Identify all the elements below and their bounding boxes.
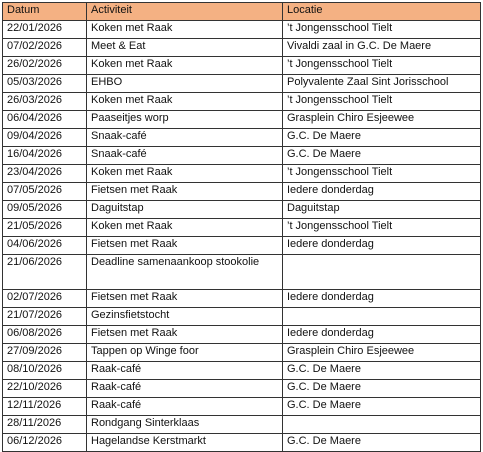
cell-date: 09/05/2026	[3, 201, 87, 219]
table-row	[3, 219, 481, 237]
cell-location: G.C. De Maere	[283, 129, 481, 147]
cell-location: Vivaldi zaal in G.C. De Maere	[283, 39, 481, 57]
cell-date: 08/10/2026	[3, 362, 87, 380]
table-row	[3, 201, 481, 219]
table-row	[3, 255, 481, 290]
table-row	[3, 326, 481, 344]
cell-location: G.C. De Maere	[283, 434, 481, 452]
cell-date: 16/04/2026	[3, 147, 87, 165]
cell-date: 02/07/2026	[3, 290, 87, 308]
cell-activity: Snaak-café	[87, 147, 283, 165]
cell-date: 06/12/2026	[3, 434, 87, 452]
cell-location: ’t Jongensschool Tielt	[283, 93, 481, 111]
cell-date: 21/07/2026	[3, 308, 87, 326]
table-row	[3, 398, 481, 416]
header-activity: Activiteit	[87, 3, 283, 21]
header-location: Locatie	[283, 3, 481, 21]
cell-date: 26/02/2026	[3, 57, 87, 75]
cell-location: ’t Jongensschool Tielt	[283, 21, 481, 39]
cell-date: 06/08/2026	[3, 326, 87, 344]
activity-schedule-table	[2, 2, 481, 452]
cell-location: Daguitstap	[283, 201, 481, 219]
cell-location: Iedere donderdag	[283, 326, 481, 344]
cell-activity: Fietsen met Raak	[87, 237, 283, 255]
cell-date: 05/03/2026	[3, 75, 87, 93]
cell-location	[283, 416, 481, 434]
table-row	[3, 183, 481, 201]
cell-location: G.C. De Maere	[283, 147, 481, 165]
cell-location: Iedere donderdag	[283, 290, 481, 308]
cell-activity: Hagelandse Kerstmarkt	[87, 434, 283, 452]
cell-activity: Fietsen met Raak	[87, 183, 283, 201]
cell-activity: Fietsen met Raak	[87, 290, 283, 308]
cell-location: Iedere donderdag	[283, 183, 481, 201]
cell-activity: Raak-café	[87, 380, 283, 398]
cell-date: 07/02/2026	[3, 39, 87, 57]
cell-date: 07/05/2026	[3, 183, 87, 201]
cell-location: G.C. De Maere	[283, 362, 481, 380]
cell-date: 21/06/2026	[3, 255, 87, 290]
table-row	[3, 93, 481, 111]
table-row	[3, 344, 481, 362]
table-row	[3, 290, 481, 308]
table-row	[3, 57, 481, 75]
cell-activity: Paaseitjes worp	[87, 111, 283, 129]
table-row	[3, 147, 481, 165]
cell-activity: Tappen op Winge foor	[87, 344, 283, 362]
cell-date: 22/01/2026	[3, 21, 87, 39]
cell-location	[283, 308, 481, 326]
cell-date: 04/06/2026	[3, 237, 87, 255]
cell-location: Grasplein Chiro Esjeewee	[283, 111, 481, 129]
cell-activity: Raak-café	[87, 398, 283, 416]
table-row	[3, 39, 481, 57]
cell-location: ’t Jongensschool Tielt	[283, 57, 481, 75]
table-row	[3, 21, 481, 39]
cell-date: 12/11/2026	[3, 398, 87, 416]
cell-location: ’t Jongensschool Tielt	[283, 165, 481, 183]
table-row	[3, 434, 481, 452]
cell-date: 21/05/2026	[3, 219, 87, 237]
cell-location: ’t Jongensschool Tielt	[283, 219, 481, 237]
table-row	[3, 380, 481, 398]
cell-activity: Daguitstap	[87, 201, 283, 219]
cell-activity: Meet & Eat	[87, 39, 283, 57]
header-date: Datum	[3, 3, 87, 21]
table-row	[3, 165, 481, 183]
cell-date: 22/10/2026	[3, 380, 87, 398]
table-row	[3, 308, 481, 326]
cell-location	[283, 255, 481, 290]
cell-location: G.C. De Maere	[283, 398, 481, 416]
cell-date: 26/03/2026	[3, 93, 87, 111]
cell-activity: Koken met Raak	[87, 219, 283, 237]
table-body	[3, 21, 481, 452]
cell-activity: EHBO	[87, 75, 283, 93]
cell-date: 28/11/2026	[3, 416, 87, 434]
cell-location: G.C. De Maere	[283, 380, 481, 398]
cell-date: 09/04/2026	[3, 129, 87, 147]
table-row	[3, 129, 481, 147]
cell-date: 23/04/2026	[3, 165, 87, 183]
cell-date: 27/09/2026	[3, 344, 87, 362]
cell-activity: Koken met Raak	[87, 21, 283, 39]
table-row	[3, 237, 481, 255]
cell-activity: Deadline samenaankoop stookolie	[87, 255, 283, 290]
cell-activity: Koken met Raak	[87, 165, 283, 183]
cell-location: Polyvalente Zaal Sint Jorisschool	[283, 75, 481, 93]
cell-activity: Fietsen met Raak	[87, 326, 283, 344]
header-row	[3, 3, 481, 21]
table-row	[3, 111, 481, 129]
cell-date: 06/04/2026	[3, 111, 87, 129]
cell-activity: Rondgang Sinterklaas	[87, 416, 283, 434]
cell-location: Iedere donderdag	[283, 237, 481, 255]
cell-activity: Koken met Raak	[87, 93, 283, 111]
cell-activity: Raak-café	[87, 362, 283, 380]
cell-activity: Koken met Raak	[87, 57, 283, 75]
table-row	[3, 362, 481, 380]
cell-location: Grasplein Chiro Esjeewee	[283, 344, 481, 362]
cell-activity: Gezinsfietstocht	[87, 308, 283, 326]
cell-activity: Snaak-café	[87, 129, 283, 147]
table-row	[3, 416, 481, 434]
table-row	[3, 75, 481, 93]
table-header	[3, 3, 481, 21]
